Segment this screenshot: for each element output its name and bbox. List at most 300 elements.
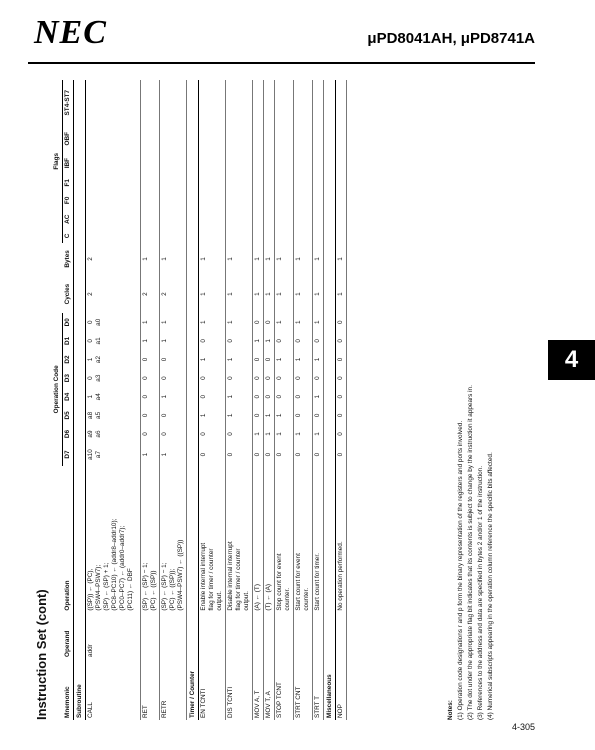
opcode-bit: a9: [87, 430, 94, 438]
flag-cell: [160, 80, 187, 125]
note-item: (3) References to the address and data are specified in bytes 2 and/or 1 of the instruction.: [476, 466, 484, 720]
opcode-bit-cell: [86, 332, 141, 351]
flag-cell: [253, 209, 264, 229]
opcode-bit: 0: [337, 320, 344, 325]
opcode-bit-cell: [294, 443, 313, 465]
operation-line: (SP) ← (SP) − 1;: [161, 562, 168, 611]
opcode-bit: 0: [337, 394, 344, 399]
opcode-bit-cell: [313, 443, 324, 465]
operation-cell: [336, 466, 347, 613]
bytes-cell: 1: [199, 243, 226, 276]
opcode-bit-cell: [313, 387, 324, 406]
opcode-bit: 1: [142, 339, 149, 343]
opcode-bit-cell: [336, 350, 347, 369]
operation-cell: [313, 466, 324, 613]
opcode-bit-cell: [199, 369, 226, 388]
flag-cell: [264, 229, 275, 242]
opcode-bit-cell: [226, 425, 253, 444]
operation-line: (A) ← (T): [254, 584, 261, 611]
operation-line: flag for timer / counter: [208, 548, 215, 611]
opcode-bit-cell: [313, 350, 324, 369]
opcode-bit-cell: [141, 387, 160, 406]
opcode-bit-cell: [199, 425, 226, 444]
column-header: OBF: [63, 125, 74, 152]
opcode-bit-cell: [313, 425, 324, 444]
column-header: Bytes: [63, 243, 74, 276]
cycles-cell: 2: [86, 275, 141, 313]
flag-cell: [141, 80, 160, 125]
cycles-cell: 1: [264, 275, 275, 313]
opcode-bit: 1: [276, 413, 283, 418]
opcode-bit-cell: [226, 332, 253, 351]
opcode-bit: 0: [337, 413, 344, 418]
mnemonic-cell: RETR: [160, 659, 187, 720]
opcode-bit-cell: [294, 406, 313, 425]
opcode-bit: 0: [254, 376, 261, 380]
operation-line: output.: [216, 591, 223, 611]
opcode-bit-cell: [264, 425, 275, 444]
bytes-cell: 1: [160, 243, 187, 276]
flag-cell: [86, 80, 141, 125]
opcode-bit: a0: [95, 318, 102, 326]
opcode-bit: 1: [265, 413, 272, 418]
opcode-bit-cell: [264, 332, 275, 351]
operation-line: (SP) ← (SP) − 1;: [142, 562, 149, 611]
flag-cell: [313, 152, 324, 174]
opcode-bit-cell: [275, 443, 294, 465]
opcode-bit-cell: [294, 350, 313, 369]
column-header: ST4-ST7: [63, 80, 74, 125]
flag-cell: [86, 152, 141, 174]
part-number: μPD8041AH, μPD8741A: [367, 30, 535, 47]
operation-line: Enable internal interrupt: [200, 542, 207, 611]
opcode-bit-cell: [294, 425, 313, 444]
operation-cell: [199, 466, 226, 613]
bytes-cell: 1: [313, 243, 324, 276]
flag-cell: [313, 80, 324, 125]
header-rule: [28, 62, 535, 64]
page-number: 4-305: [511, 722, 535, 732]
opcode-bit: 1: [314, 394, 321, 399]
mnemonic-cell: RET: [141, 659, 160, 720]
opcode-bit: 1: [295, 357, 302, 362]
opcode-bit-cell: [199, 350, 226, 369]
opcode-bit-cell: [294, 332, 313, 351]
flag-cell: [275, 125, 294, 152]
cycles-cell: 1: [253, 275, 264, 313]
column-header: D7: [63, 443, 74, 465]
opcode-bit-cell: [313, 406, 324, 425]
opcode-bit: 0: [337, 452, 344, 457]
operation-line: (PSW4–PSW7) ← ((SP)): [177, 539, 184, 611]
opcode-bit: 1: [142, 320, 149, 325]
opcode-bit: 1: [161, 394, 168, 399]
instruction-row: [336, 80, 347, 720]
flag-cell: [86, 125, 141, 152]
opcode-bit: 0: [314, 452, 321, 457]
flag-cell: [264, 209, 275, 229]
flag-cell: [253, 229, 264, 242]
opcode-bit-cell: [253, 406, 264, 425]
flag-cell: [141, 209, 160, 229]
flag-cell: [264, 125, 275, 152]
opcode-bit-cell: [86, 443, 141, 465]
opcode-bit: 0: [161, 413, 168, 418]
opcode-bit: 0: [227, 452, 234, 457]
operand-cell: [199, 613, 226, 659]
flag-cell: [199, 152, 226, 174]
column-header: F1: [63, 174, 74, 192]
mnemonic-cell: STRT CNT: [294, 659, 313, 720]
opcode-bit-cell: [199, 387, 226, 406]
opcode-bit: 0: [142, 394, 149, 399]
opcode-bit: a2: [95, 355, 102, 364]
opcode-bit-cell: [86, 425, 141, 444]
opcode-bit: a8: [87, 411, 94, 419]
opcode-bit-cell: [160, 425, 187, 444]
opcode-bit-cell: [275, 332, 294, 351]
instruction-row: [160, 80, 187, 720]
opcode-bit-cell: [226, 387, 253, 406]
opcode-bit: 1: [276, 320, 283, 325]
flag-cell: [264, 152, 275, 174]
opcode-bit-cell: [160, 387, 187, 406]
operation-line: No operation performed.: [337, 541, 344, 611]
opcode-bit-cell: [160, 443, 187, 465]
mnemonic-cell: STOP TCNT: [275, 659, 294, 720]
opcode-bit-cell: [313, 369, 324, 388]
opcode-bit: 1: [276, 432, 283, 436]
opcode-bit: a3: [95, 374, 102, 382]
opcode-bit-cell: [141, 369, 160, 388]
opcode-bit-cell: [86, 406, 141, 425]
flag-cell: [313, 209, 324, 229]
cycles-cell: 1: [336, 275, 347, 313]
opcode-bit: a10: [87, 449, 94, 460]
operation-line: (PC11) ← DBF: [127, 568, 134, 611]
operation-line: Disable internal interrupt: [227, 541, 234, 611]
opcode-bit: 1: [227, 413, 234, 418]
opcode-bit-cell: [336, 313, 347, 332]
flag-cell: [336, 209, 347, 229]
flag-cell: [253, 174, 264, 192]
opcode-bit-cell: [226, 350, 253, 369]
opcode-bit: 1: [200, 320, 207, 325]
opcode-bit: 0: [314, 339, 321, 343]
instruction-table: [52, 80, 347, 720]
column-header: AC: [63, 209, 74, 229]
opcode-bit: 0: [295, 339, 302, 343]
flag-cell: [226, 192, 253, 210]
flag-cell: [313, 174, 324, 192]
operand-cell: [264, 613, 275, 659]
flag-cell: [86, 229, 141, 242]
flags-group-header: Flags: [52, 80, 63, 243]
cycles-cell: 1: [294, 275, 313, 313]
operation-line: (PC) ← ((SP));: [169, 568, 176, 611]
chapter-tab: 4: [548, 340, 595, 380]
flag-cell: [336, 229, 347, 242]
opcode-bit-cell: [336, 332, 347, 351]
opcode-bit: 1: [227, 320, 234, 325]
bytes-cell: 1: [141, 243, 160, 276]
column-header: Operand: [63, 613, 74, 659]
opcode-bit: 1: [254, 339, 261, 343]
opcode-bit-cell: [141, 406, 160, 425]
opcode-bit: 1: [227, 394, 234, 399]
opcode-bit: 0: [200, 452, 207, 457]
flag-cell: [275, 192, 294, 210]
opcode-bit: 0: [254, 357, 261, 362]
flag-cell: [199, 229, 226, 242]
column-header: Cycles: [63, 275, 74, 313]
instruction-table-body: [74, 80, 347, 720]
column-header: Mnemonic: [63, 659, 74, 720]
operation-cell: [275, 466, 294, 613]
opcode-bit: 1: [161, 339, 168, 343]
column-header: Operation: [63, 466, 74, 613]
flag-cell: [199, 209, 226, 229]
opcode-bit: 1: [265, 432, 272, 436]
instruction-row: [294, 80, 313, 720]
opcode-bit: 0: [227, 432, 234, 436]
flag-cell: [199, 125, 226, 152]
instruction-row: [199, 80, 226, 720]
opcode-bit-cell: [160, 313, 187, 332]
opcode-bit-cell: [141, 313, 160, 332]
column-header: F0: [63, 192, 74, 210]
flag-cell: [199, 80, 226, 125]
instruction-row: [253, 80, 264, 720]
bytes-cell: 1: [226, 243, 253, 276]
rotated-table-region: [34, 80, 534, 720]
opcode-bit: 0: [87, 339, 94, 343]
flag-cell: [141, 174, 160, 192]
operation-line: Start count for event: [295, 553, 302, 611]
operand-cell: addr: [86, 613, 141, 659]
opcode-bit-cell: [264, 313, 275, 332]
opcode-bit: a4: [95, 393, 102, 401]
operand-cell: [141, 613, 160, 659]
opcode-bit-cell: [336, 406, 347, 425]
mnemonic-cell: MOV T, A: [264, 659, 275, 720]
opcode-bit: 0: [337, 376, 344, 380]
opcode-bit: 0: [227, 339, 234, 343]
category-label: Timer / Counter: [187, 80, 199, 720]
opcode-bit: 1: [227, 357, 234, 362]
column-header: D3: [63, 369, 74, 388]
opcode-bit: 0: [161, 432, 168, 436]
opcode-bit: 1: [254, 432, 261, 436]
column-header: D4: [63, 387, 74, 406]
opcode-bit-cell: [86, 313, 141, 332]
opcode-bit-cell: [275, 369, 294, 388]
opcode-bit: 0: [200, 432, 207, 436]
opcode-bit-cell: [264, 443, 275, 465]
column-header: D0: [63, 313, 74, 332]
opcode-bit: 0: [265, 376, 272, 380]
opcode-bit-cell: [336, 425, 347, 444]
nec-logo: NEC: [34, 14, 107, 51]
column-header: C: [63, 229, 74, 242]
notes-block: [446, 80, 496, 720]
flag-cell: [264, 80, 275, 125]
opcode-bit: 0: [87, 376, 94, 380]
category-label: Miscellaneous: [324, 80, 336, 720]
category-row: [74, 80, 86, 720]
opcode-bit-cell: [226, 406, 253, 425]
flag-cell: [336, 80, 347, 125]
opcode-bit: 0: [276, 376, 283, 380]
flag-cell: [226, 209, 253, 229]
opcode-bit-cell: [141, 425, 160, 444]
mnemonic-cell: MOV A, T: [253, 659, 264, 720]
opcode-bit: 0: [276, 452, 283, 457]
operation-line: (PC) ← ((SP)): [150, 570, 157, 611]
opcode-bit-cell: [226, 313, 253, 332]
opcode-bit-cell: [275, 350, 294, 369]
flag-cell: [275, 152, 294, 174]
operation-line: ((SP)) ← (PC),: [87, 568, 94, 611]
opcode-bit-cell: [253, 332, 264, 351]
opcode-bit: 0: [227, 376, 234, 380]
opcode-bit: 0: [87, 320, 94, 325]
opcode-bit: 1: [265, 339, 272, 343]
column-header-row: [63, 80, 74, 720]
opcode-bit: 0: [276, 394, 283, 399]
flag-cell: [160, 209, 187, 229]
operation-line: (SP) ← (SP) + 1;: [103, 562, 110, 611]
operation-line: (PC0–PC7) ← (addr0–addr7);: [119, 525, 126, 611]
flag-cell: [336, 152, 347, 174]
opcode-bit-cell: [199, 332, 226, 351]
bytes-cell: 1: [264, 243, 275, 276]
operation-line: counter.: [284, 587, 291, 611]
opcode-bit: a6: [95, 430, 102, 438]
opcode-bit: 0: [295, 394, 302, 399]
opcode-bit-cell: [160, 350, 187, 369]
operation-cell: [226, 466, 253, 613]
opcode-bit-cell: [253, 443, 264, 465]
opcode-bit: 0: [265, 452, 272, 457]
column-header: D1: [63, 332, 74, 351]
opcode-bit: 0: [265, 394, 272, 399]
flag-cell: [226, 80, 253, 125]
category-row: [324, 80, 336, 720]
operation-line: Stop count for event: [276, 553, 283, 611]
flag-cell: [199, 174, 226, 192]
note-item: (4) Numerical subscripts appearing in the operation column reference the specific bits affected.: [486, 452, 494, 720]
opcode-bit: 1: [314, 432, 321, 436]
flag-cell: [141, 125, 160, 152]
flag-cell: [264, 174, 275, 192]
opcode-bit-cell: [253, 350, 264, 369]
opcode-bit-cell: [86, 387, 141, 406]
flag-cell: [294, 174, 313, 192]
opcode-bit-cell: [86, 350, 141, 369]
flag-cell: [253, 80, 264, 125]
bytes-cell: 1: [253, 243, 264, 276]
flag-cell: [160, 192, 187, 210]
operation-line: Start count for timer.: [314, 553, 321, 611]
opcode-bit: 0: [295, 452, 302, 457]
flag-cell: [141, 192, 160, 210]
flag-cell: [86, 174, 141, 192]
opcode-bit: 0: [337, 357, 344, 362]
opcode-bit-cell: [264, 369, 275, 388]
operation-line: output.: [243, 591, 250, 611]
opcode-bit: 0: [276, 339, 283, 343]
column-header: IBF: [63, 152, 74, 174]
bytes-cell: 1: [336, 243, 347, 276]
opcode-bit: 0: [265, 357, 272, 362]
opcode-bit-cell: [253, 425, 264, 444]
flag-cell: [275, 229, 294, 242]
operation-line: (PSW4–PSW7);: [95, 564, 102, 611]
opcode-bit-cell: [336, 387, 347, 406]
opcode-bit-cell: [264, 406, 275, 425]
opcode-bit-cell: [264, 387, 275, 406]
opcode-bit: 1: [142, 452, 149, 457]
operation-cell: [160, 466, 187, 613]
flag-cell: [86, 209, 141, 229]
mnemonic-cell: NOP: [336, 659, 347, 720]
opcode-bit-cell: [160, 332, 187, 351]
operation-line: flag for timer / counter: [235, 548, 242, 611]
opcode-bit: 0: [142, 413, 149, 418]
flag-cell: [226, 152, 253, 174]
opcode-bit-cell: [313, 313, 324, 332]
notes-title: Notes:: [447, 700, 454, 720]
flag-cell: [226, 229, 253, 242]
flag-cell: [141, 152, 160, 174]
flag-cell: [275, 80, 294, 125]
opcode-bit-cell: [275, 425, 294, 444]
column-header: D6: [63, 425, 74, 444]
flag-cell: [160, 229, 187, 242]
opcode-bit: 1: [200, 413, 207, 418]
bytes-cell: 1: [275, 243, 294, 276]
flag-cell: [160, 125, 187, 152]
opcode-bit-cell: [294, 387, 313, 406]
operand-cell: [275, 613, 294, 659]
instruction-row: [264, 80, 275, 720]
opcode-bit: 0: [142, 432, 149, 436]
opcode-bit: 0: [254, 413, 261, 418]
column-header: D5: [63, 406, 74, 425]
flag-cell: [294, 125, 313, 152]
opcode-bit: 0: [200, 394, 207, 399]
instruction-row: [141, 80, 160, 720]
flag-cell: [226, 174, 253, 192]
opcode-bit-cell: [294, 313, 313, 332]
instruction-row: [86, 80, 141, 720]
opcode-bit-cell: [275, 387, 294, 406]
column-header: D2: [63, 350, 74, 369]
operand-cell: [294, 613, 313, 659]
opcode-bit: 1: [295, 432, 302, 436]
opcode-bit-cell: [226, 443, 253, 465]
opcode-bit: 0: [314, 376, 321, 380]
mnemonic-cell: EN TCNTI: [199, 659, 226, 720]
mnemonic-cell: DIS TCNTI: [226, 659, 253, 720]
cycles-cell: 1: [275, 275, 294, 313]
opcode-bit: 0: [142, 376, 149, 380]
opcode-bit-cell: [199, 443, 226, 465]
flag-cell: [141, 229, 160, 242]
note-item: (2) The dot under the appropriate flag bit indicates that its contents is subject to change by the instruction it appears in.: [466, 385, 474, 720]
flag-cell: [253, 125, 264, 152]
